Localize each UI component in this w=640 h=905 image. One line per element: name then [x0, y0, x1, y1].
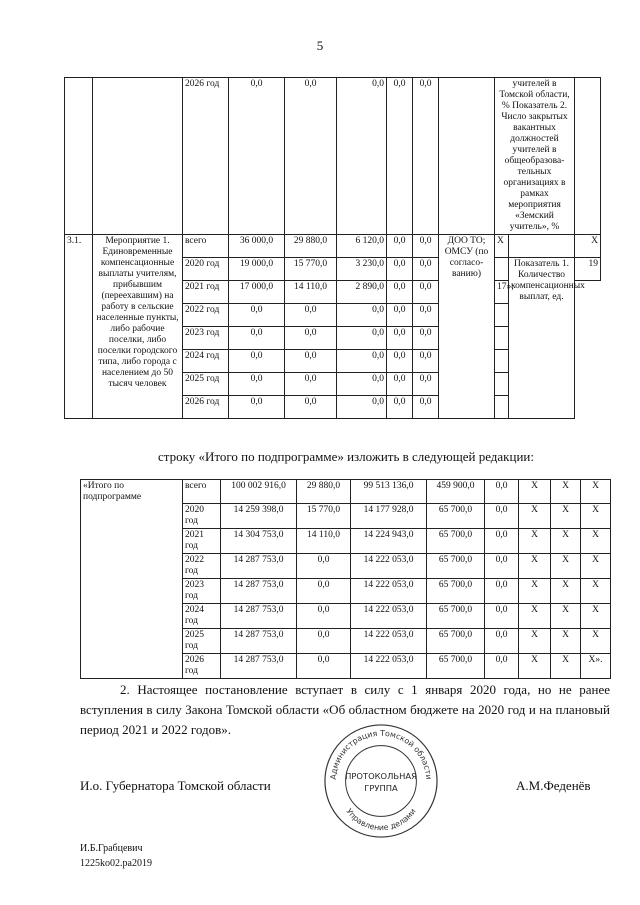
indicator-value [495, 373, 509, 396]
value-cell: 0,0 [485, 504, 519, 529]
year-cell: 2020 год [183, 258, 229, 281]
value-cell: 0,0 [413, 327, 439, 350]
value-cell: 0,0 [297, 629, 351, 654]
value-cell: 14 110,0 [285, 281, 337, 304]
indicator-value [495, 350, 509, 373]
year-cell: 2023 год [183, 327, 229, 350]
stamp-center-bottom: ГРУППА [364, 782, 398, 793]
value-cell: 0,0 [285, 304, 337, 327]
value-cell: 0,0 [413, 396, 439, 419]
value-cell: 0,0 [285, 396, 337, 419]
value-cell: 15 770,0 [297, 504, 351, 529]
value-cell: 0,0 [229, 373, 285, 396]
value-cell: 14 222 053,0 [351, 554, 427, 579]
value-cell: 0,0 [229, 396, 285, 419]
value-cell: 0,0 [387, 281, 413, 304]
value-cell: 14 224 943,0 [351, 529, 427, 554]
year-cell: 2026 год [183, 78, 229, 235]
value-cell: 65 700,0 [427, 554, 485, 579]
value-cell: 0,0 [229, 350, 285, 373]
value-cell: 65 700,0 [427, 529, 485, 554]
signature-name: А.М.Феденёв [516, 778, 591, 793]
year-cell: 2024 год [183, 604, 221, 629]
stamp-bottom-text: Управление делами [344, 806, 418, 833]
value-cell: 19 000,0 [229, 258, 285, 281]
executor-cell: ДОО ТО; ОМСУ (по согласо-ванию) [439, 235, 495, 419]
stamp-center-top: ПРОТОКОЛЬНАЯ [345, 771, 417, 782]
value-cell: 0,0 [485, 579, 519, 604]
protocol-stamp [322, 722, 440, 840]
value-cell: 0,0 [337, 373, 387, 396]
author-initials: И.Б.Грабцевич [80, 843, 143, 854]
x-cell: X [581, 480, 611, 504]
value-cell: 65 700,0 [427, 579, 485, 604]
value-cell: 14 287 753,0 [221, 629, 297, 654]
x-cell: X [495, 235, 509, 258]
table-row: 2026 год 0,0 0,0 0,0 0,0 0,0 учителей в Томской области, % Показатель 2. Число закрытых вакантных должностей учителей в общеобразова-тельных организациях в рамках мероприятия «Земский учитель», % [65, 78, 601, 235]
indicator-value [495, 304, 509, 327]
value-cell: 14 259 398,0 [221, 504, 297, 529]
value-cell: 0,0 [337, 396, 387, 419]
value-cell: 0,0 [285, 350, 337, 373]
activity-table [64, 77, 601, 419]
value-cell: 0,0 [229, 304, 285, 327]
value-cell: 0,0 [413, 373, 439, 396]
indicator-cell: учителей в Томской области, % Показатель 2. Число закрытых вакантных должностей учителей в общеобразова-тельных организациях в рамках мероприятия «Земский учитель», % [495, 78, 575, 235]
indicator-value: 19 [575, 258, 601, 281]
value-cell: 0,0 [387, 350, 413, 373]
x-cell: X [581, 504, 611, 529]
value-cell: 65 700,0 [427, 629, 485, 654]
value-cell: 29 880,0 [297, 480, 351, 504]
x-cell: X [551, 654, 581, 679]
x-cell: X [551, 629, 581, 654]
value-cell: 65 700,0 [427, 654, 485, 679]
x-cell: X [581, 529, 611, 554]
value-cell: 0,0 [387, 235, 413, 258]
x-cell: X [575, 235, 601, 258]
document-id: 1225ko02.pa2019 [80, 858, 152, 869]
year-cell: 2026 год [183, 396, 229, 419]
x-cell: X [519, 480, 551, 504]
x-cell: X [519, 579, 551, 604]
subprogram-total-table [80, 479, 611, 679]
signature-position: И.о. Губернатора Томской области [80, 778, 271, 793]
year-cell: 2026 год [183, 654, 221, 679]
value-cell: 0,0 [413, 350, 439, 373]
value-cell: 0,0 [297, 604, 351, 629]
indicator-value: 17»; [495, 281, 509, 304]
x-cell: X [519, 629, 551, 654]
x-cell: X [519, 529, 551, 554]
x-cell: X [519, 604, 551, 629]
stamp-ring-text: Администрация Томской области [328, 728, 434, 780]
value-cell: 0,0 [285, 327, 337, 350]
year-cell: 2025 год [183, 373, 229, 396]
value-cell: 0,0 [285, 373, 337, 396]
value-cell: 6 120,0 [337, 235, 387, 258]
activity-number: 3.1. [65, 235, 93, 419]
year-cell: всего [183, 480, 221, 504]
value-cell: 0,0 [297, 579, 351, 604]
x-cell: X [581, 579, 611, 604]
paragraph-2: 2. Настоящее постановление вступает в силу с 1 января 2020 года, но не ранее вступления в силу Закона Томской области «Об областном бюджете на 2020 год и на плановый период 2021 и 2022 годов». [80, 682, 610, 737]
instruction-text: строку «Итого по подпрограмме» изложить в следующей редакции: [158, 449, 534, 464]
value-cell: 0,0 [387, 327, 413, 350]
value-cell: 0,0 [413, 281, 439, 304]
table-row [81, 480, 611, 504]
value-cell: 14 177 928,0 [351, 504, 427, 529]
year-cell: 2022 год [183, 304, 229, 327]
value-cell: 14 222 053,0 [351, 654, 427, 679]
value-cell: 14 222 053,0 [351, 579, 427, 604]
value-cell: 0,0 [413, 304, 439, 327]
year-cell: 2024 год [183, 350, 229, 373]
value-cell: 0,0 [337, 304, 387, 327]
value-cell: 0,0 [387, 373, 413, 396]
year-cell: 2022 год [183, 554, 221, 579]
value-cell: 0,0 [337, 327, 387, 350]
value-cell: 0,0 [485, 554, 519, 579]
value-cell: 0,0 [485, 629, 519, 654]
value-cell: 29 880,0 [285, 235, 337, 258]
value-cell: 0,0 [485, 654, 519, 679]
x-cell: X [551, 579, 581, 604]
value-cell: 0,0 [387, 304, 413, 327]
value-cell: 14 287 753,0 [221, 604, 297, 629]
x-cell: X [581, 629, 611, 654]
value-cell: 0,0 [387, 258, 413, 281]
value-cell: 99 513 136,0 [351, 480, 427, 504]
x-cell: X [551, 554, 581, 579]
value-cell: 14 287 753,0 [221, 579, 297, 604]
value-cell: 0,0 [485, 529, 519, 554]
page-number: 5 [316, 38, 324, 53]
year-cell: 2023 год [183, 579, 221, 604]
indicator-value [495, 327, 509, 350]
value-cell: 14 304 753,0 [221, 529, 297, 554]
value-cell: 0,0 [387, 396, 413, 419]
x-cell: X [581, 604, 611, 629]
value-cell: 3 230,0 [337, 258, 387, 281]
year-cell: 2021 год [183, 529, 221, 554]
subprogram-label: «Итого по подпрограмме [81, 480, 183, 679]
value-cell: 100 002 916,0 [221, 480, 297, 504]
value-cell: 0,0 [413, 235, 439, 258]
value-cell: 65 700,0 [427, 604, 485, 629]
value-cell: 14 287 753,0 [221, 654, 297, 679]
value-cell: 0,0 [229, 327, 285, 350]
x-cell: X [519, 504, 551, 529]
x-cell: X [519, 554, 551, 579]
svg-text:Управление делами [344, 807, 417, 832]
value-cell: 0,0 [413, 258, 439, 281]
indicator-cell: Показатель 1. Количество компенсационных выплат, ед. [509, 258, 575, 419]
value-cell: 65 700,0 [427, 504, 485, 529]
value-cell: 2 890,0 [337, 281, 387, 304]
value-cell: 0,0 [297, 654, 351, 679]
x-cell: X [551, 480, 581, 504]
value-cell: 14 287 753,0 [221, 554, 297, 579]
x-cell: X». [581, 654, 611, 679]
x-cell: X [519, 654, 551, 679]
year-cell: 2025 год [183, 629, 221, 654]
value-cell: 0,0 [337, 350, 387, 373]
x-cell: X [581, 554, 611, 579]
value-cell: 15 770,0 [285, 258, 337, 281]
x-cell: X [551, 529, 581, 554]
x-cell: X [551, 604, 581, 629]
value-cell: 0,0 [485, 604, 519, 629]
value-cell: 36 000,0 [229, 235, 285, 258]
value-cell: 0,0 [485, 480, 519, 504]
indicator-value [495, 396, 509, 419]
year-cell: 2021 год [183, 281, 229, 304]
year-cell: 2020 год [183, 504, 221, 529]
x-cell: X [551, 504, 581, 529]
value-cell: 459 900,0 [427, 480, 485, 504]
year-cell: всего [183, 235, 229, 258]
value-cell: 14 110,0 [297, 529, 351, 554]
activity-name: Мероприятие 1. Единовременные компенсационные выплаты учителям, прибывшим (переехавшим) на работу в сельские населенные пункты, либо рабочие поселки, либо поселки городского типа, либо города с населением до 50 тысяч человек [93, 235, 183, 419]
value-cell: 14 222 053,0 [351, 604, 427, 629]
value-cell: 14 222 053,0 [351, 629, 427, 654]
table-row [65, 235, 601, 258]
value-cell: 17 000,0 [229, 281, 285, 304]
value-cell: 0,0 [297, 554, 351, 579]
